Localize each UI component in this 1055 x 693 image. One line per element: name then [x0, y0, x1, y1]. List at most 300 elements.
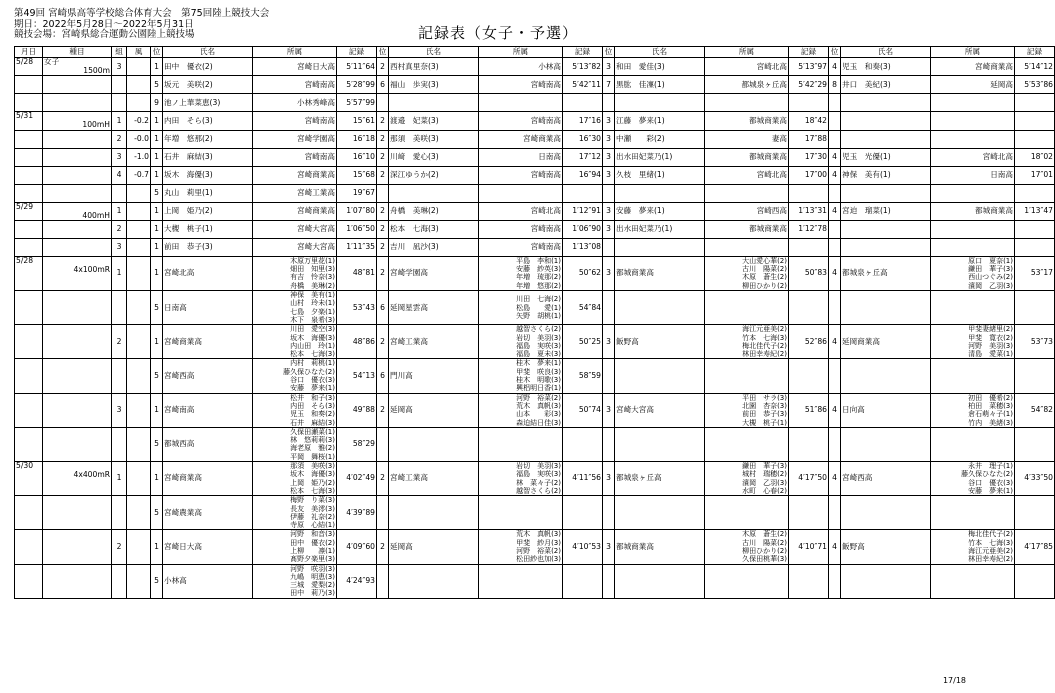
- team-members: [705, 256, 789, 290]
- place-cell: 3: [603, 220, 615, 238]
- member-name: 松島 愛(1): [516, 303, 561, 312]
- heat-cell: 3: [112, 148, 127, 166]
- place-cell: [377, 94, 389, 112]
- date-cell: [15, 94, 43, 112]
- member-name: 九嶋 明恵(3): [290, 572, 335, 581]
- event-name: [44, 428, 110, 437]
- place-cell: [829, 220, 841, 238]
- col-heat: 組: [112, 47, 127, 58]
- place-cell: 2: [377, 220, 389, 238]
- member-name: 舟橋 美琳(2): [290, 281, 335, 290]
- place-cell: [603, 184, 615, 202]
- place-cell: [377, 184, 389, 202]
- heat-cell: [112, 427, 127, 461]
- affiliation: 宮崎南高: [253, 148, 337, 166]
- relay-row: [15, 359, 1055, 393]
- member-name: 前田 恭子(3): [742, 410, 787, 419]
- record-cell: [789, 427, 829, 461]
- athlete-name: 舟橋 美琳(2): [389, 202, 479, 220]
- record-cell: 4′39″89: [337, 496, 377, 530]
- member-name: 海江元亜美(2): [742, 325, 787, 334]
- place-cell: 8: [829, 76, 841, 94]
- team-name: [841, 496, 931, 530]
- affiliation: [931, 112, 1015, 130]
- record-cell: [789, 94, 829, 112]
- member-name: 川田 七海(2): [516, 295, 561, 304]
- member-name: 木原万里花(1): [290, 256, 335, 265]
- date-cell: [15, 184, 43, 202]
- record-cell: 53″43: [337, 291, 377, 325]
- record-cell: 15″68: [337, 166, 377, 184]
- member-name: 福島 実咲(3): [516, 341, 561, 350]
- record-cell: 5′42″29: [789, 76, 829, 94]
- date-cell: [15, 359, 43, 393]
- record-cell: 51″86: [789, 393, 829, 427]
- table-row: [15, 202, 1055, 220]
- meet-venue: 競技会場：宮崎県総合運動公園陸上競技場: [14, 29, 195, 40]
- heat-cell: [112, 184, 127, 202]
- heat-cell: 2: [112, 130, 127, 148]
- member-name: 福島 実咲(3): [516, 470, 561, 479]
- event-cell: [43, 166, 112, 184]
- affiliation: 延岡高: [931, 76, 1015, 94]
- member-name: 福島 夏未(3): [516, 350, 561, 359]
- team-name: [615, 291, 705, 325]
- record-cell: 58″29: [337, 427, 377, 461]
- event-name: [44, 239, 110, 248]
- wind-cell: [127, 462, 151, 496]
- team-name: [615, 359, 705, 393]
- team-name: 都城商業高: [615, 530, 705, 564]
- event-name: [44, 394, 110, 403]
- member-name: 倉石萌々子(1): [968, 410, 1013, 419]
- date-cell: [15, 427, 43, 461]
- member-name: 大槻 桃子(1): [742, 418, 787, 427]
- team-members: [253, 359, 337, 393]
- member-name: 鎌田 華子(3): [742, 462, 787, 471]
- member-name: 永井 理子(1): [968, 462, 1013, 471]
- date-cell: [15, 530, 43, 564]
- affiliation: 宮崎日大高: [253, 58, 337, 76]
- place-cell: [829, 427, 841, 461]
- event-cell: [43, 94, 112, 112]
- team-name: 宮崎商業高: [163, 325, 253, 359]
- place-cell: 2: [377, 58, 389, 76]
- member-name: 内村 莉桃(1): [290, 359, 335, 368]
- team-name: [389, 427, 479, 461]
- meet-header: [14, 9, 269, 41]
- member-name: 甲斐 寛衣(2): [968, 333, 1013, 342]
- place-cell: 5: [151, 184, 163, 202]
- place-cell: 2: [377, 256, 389, 290]
- member-name: 平岡 舞桜(1): [290, 452, 335, 461]
- event-cell: [43, 325, 112, 359]
- record-cell: 19″67: [337, 184, 377, 202]
- place-cell: [377, 427, 389, 461]
- team-members: [479, 359, 563, 393]
- athlete-name: 和田 愛佳(3): [615, 58, 705, 76]
- athlete-name: 出水田妃菜乃(1): [615, 148, 705, 166]
- record-cell: 50″62: [563, 256, 603, 290]
- col-affil: 所属: [931, 47, 1015, 58]
- record-cell: [1015, 359, 1055, 393]
- record-cell: [789, 496, 829, 530]
- member-name: 平田 サラ(3): [742, 393, 787, 402]
- team-name: 延岡商業高: [841, 325, 931, 359]
- athlete-name: 池ノ上華菜恵(3): [163, 94, 253, 112]
- event-name: [44, 221, 110, 230]
- place-cell: [377, 564, 389, 598]
- heat-cell: 4: [112, 166, 127, 184]
- place-cell: 3: [603, 202, 615, 220]
- record-cell: [563, 496, 603, 530]
- place-cell: 2: [377, 530, 389, 564]
- affiliation: 宮崎工業高: [253, 184, 337, 202]
- record-cell: 5′53″86: [1015, 76, 1055, 94]
- table-row: [15, 130, 1055, 148]
- team-members: [479, 496, 563, 530]
- athlete-name: 深江ゆうか(2): [389, 166, 479, 184]
- event-name: [44, 94, 110, 103]
- member-name: 梅野 り菜(3): [290, 496, 335, 505]
- date-cell: [15, 166, 43, 184]
- athlete-name: [389, 94, 479, 112]
- heat-cell: [112, 94, 127, 112]
- event-name: [44, 185, 110, 194]
- wind-cell: [127, 496, 151, 530]
- affiliation: 都城泉ヶ丘高: [705, 76, 789, 94]
- member-name: 寺原 心結(1): [290, 521, 335, 530]
- member-name: 河野 美羽(3): [968, 341, 1013, 350]
- athlete-name: 安藤 夢来(1): [615, 202, 705, 220]
- team-members: [253, 325, 337, 359]
- affiliation: 都城商業高: [705, 220, 789, 238]
- meet-dates: 期日：2022年5月28日～2022年5月31日: [14, 18, 194, 30]
- event-name: [44, 530, 110, 539]
- member-name: 梅北佳代子(2): [968, 530, 1013, 539]
- member-name: 安藤 夢来(1): [290, 384, 335, 393]
- athlete-name: 那須 美咲(3): [389, 130, 479, 148]
- member-name: 大山愛心華(2): [742, 256, 787, 265]
- member-name: 平島 李和(1): [516, 256, 561, 265]
- table-row: [15, 58, 1055, 76]
- athlete-name: [841, 184, 931, 202]
- affiliation: 日南高: [931, 166, 1015, 184]
- event-name: 1500m: [83, 66, 110, 75]
- place-cell: 6: [377, 359, 389, 393]
- team-members: [253, 427, 337, 461]
- member-name: 鎌田 華子(3): [968, 265, 1013, 274]
- team-name: [841, 427, 931, 461]
- member-name: 年増 琉那(2): [516, 273, 561, 282]
- record-cell: [789, 564, 829, 598]
- team-members: [705, 427, 789, 461]
- member-name: 矢野 胡桃(1): [516, 311, 561, 320]
- affiliation: 宮崎大宮高: [253, 220, 337, 238]
- place-cell: [603, 427, 615, 461]
- record-cell: 4′10″53: [563, 530, 603, 564]
- place-cell: 1: [151, 325, 163, 359]
- heat-cell: 3: [112, 58, 127, 76]
- affiliation: 宮崎北高: [705, 166, 789, 184]
- member-name: 甲斐妻緒里(2): [968, 325, 1013, 334]
- record-cell: 16″30: [563, 130, 603, 148]
- affiliation: 宮崎南高: [479, 166, 563, 184]
- event-name: [44, 359, 110, 368]
- team-name: 宮崎日大高: [163, 530, 253, 564]
- relay-row: [15, 462, 1055, 496]
- athlete-name: 内田 そら(3): [163, 112, 253, 130]
- athlete-name: 神保 美有(1): [841, 166, 931, 184]
- member-name: 安藤 夢来(1): [968, 486, 1013, 495]
- record-cell: 54″84: [563, 291, 603, 325]
- record-cell: 4′17″85: [1015, 530, 1055, 564]
- team-members: [931, 530, 1015, 564]
- relay-row: [15, 393, 1055, 427]
- place-cell: 2: [377, 238, 389, 256]
- col-affil: 所属: [705, 47, 789, 58]
- place-cell: 1: [151, 148, 163, 166]
- col-record: 記録: [1015, 47, 1055, 58]
- athlete-name: 前田 恭子(3): [163, 238, 253, 256]
- place-cell: 1: [151, 58, 163, 76]
- date-cell: 5/31: [15, 112, 43, 130]
- athlete-name: [615, 184, 705, 202]
- affiliation: [931, 130, 1015, 148]
- place-cell: 9: [151, 94, 163, 112]
- affiliation: [479, 94, 563, 112]
- col-name: 氏名: [841, 47, 931, 58]
- team-members: [253, 291, 337, 325]
- affiliation: [931, 220, 1015, 238]
- place-cell: 6: [377, 291, 389, 325]
- team-name: 都城西高: [163, 427, 253, 461]
- record-cell: 16″10: [337, 148, 377, 166]
- athlete-name: 丸山 莉里(1): [163, 184, 253, 202]
- col-place: 位: [377, 47, 389, 58]
- affiliation: 日南高: [479, 148, 563, 166]
- col-place: 位: [603, 47, 615, 58]
- record-cell: [563, 184, 603, 202]
- record-cell: 1′12″78: [789, 220, 829, 238]
- member-name: 三城 愛梨(2): [290, 581, 335, 590]
- event-name: [44, 496, 110, 505]
- affiliation: 宮崎北高: [479, 202, 563, 220]
- place-cell: 1: [151, 220, 163, 238]
- table-row: [15, 76, 1055, 94]
- record-cell: 17″00: [789, 166, 829, 184]
- col-event: 種目: [43, 47, 112, 58]
- wind-cell: [127, 238, 151, 256]
- record-cell: 5′57″99: [337, 94, 377, 112]
- affiliation: 小林高: [479, 58, 563, 76]
- member-name: 甲斐 紗月(3): [516, 538, 561, 547]
- record-cell: 5′13″82: [563, 58, 603, 76]
- record-cell: 54″82: [1015, 393, 1055, 427]
- event-name: 400mH: [82, 210, 110, 220]
- event-name: [44, 325, 110, 334]
- athlete-name: 川﨑 愛心(3): [389, 148, 479, 166]
- member-name: 桂木 明歌(3): [516, 376, 561, 385]
- place-cell: 2: [377, 202, 389, 220]
- affiliation: 小林秀峰高: [253, 94, 337, 112]
- date-cell: [15, 325, 43, 359]
- member-name: 濱岡 乙羽(3): [742, 478, 787, 487]
- col-place: 位: [151, 47, 163, 58]
- col-affil: 所属: [253, 47, 337, 58]
- team-members: [931, 359, 1015, 393]
- team-name: 延岡高: [389, 393, 479, 427]
- col-place: 位: [829, 47, 841, 58]
- member-name: 西山つぐみ(2): [968, 273, 1013, 282]
- member-name: 清島 愛菜(1): [968, 350, 1013, 359]
- team-members: [705, 359, 789, 393]
- event-name: [44, 149, 110, 158]
- athlete-name: 年増 悠那(2): [163, 130, 253, 148]
- event-cell: [43, 184, 112, 202]
- team-name: 宮崎大宮高: [615, 393, 705, 427]
- affiliation: [931, 94, 1015, 112]
- record-cell: 5′28″99: [337, 76, 377, 94]
- team-members: [931, 427, 1015, 461]
- member-name: 内山田 玲(1): [290, 341, 335, 350]
- team-name: 飯野高: [615, 325, 705, 359]
- place-cell: [603, 291, 615, 325]
- affiliation: 宮崎大宮高: [253, 238, 337, 256]
- member-name: 髙野夕楽里(3): [290, 555, 335, 564]
- affiliation: 宮崎南高: [479, 112, 563, 130]
- place-cell: 1: [151, 130, 163, 148]
- team-name: [389, 496, 479, 530]
- table-row: [15, 166, 1055, 184]
- col-affil: 所属: [479, 47, 563, 58]
- record-cell: 1′07″80: [337, 202, 377, 220]
- date-cell: [15, 393, 43, 427]
- col-date: 月日: [15, 47, 43, 58]
- team-members: [705, 462, 789, 496]
- place-cell: [603, 564, 615, 598]
- col-name: 氏名: [389, 47, 479, 58]
- record-cell: [1015, 238, 1055, 256]
- record-cell: 1′13″08: [563, 238, 603, 256]
- col-name: 氏名: [615, 47, 705, 58]
- place-cell: 3: [603, 256, 615, 290]
- affiliation: [479, 184, 563, 202]
- affiliation: 宮崎南高: [479, 238, 563, 256]
- team-name: 宮崎西高: [163, 359, 253, 393]
- affiliation: [705, 238, 789, 256]
- event-cell: [43, 112, 112, 130]
- team-name: [389, 564, 479, 598]
- event-name: [44, 565, 110, 574]
- member-name: 梅北佳代子(2): [742, 341, 787, 350]
- place-cell: 4: [829, 148, 841, 166]
- member-name: 海江元亜美(2): [968, 546, 1013, 555]
- place-cell: 2: [377, 148, 389, 166]
- place-cell: 2: [377, 130, 389, 148]
- event-cell: [43, 256, 112, 290]
- athlete-name: 福山 歩実(3): [389, 76, 479, 94]
- member-name: 柳田ひかり(2): [742, 281, 787, 290]
- record-cell: 15″61: [337, 112, 377, 130]
- athlete-name: 井口 美紀(3): [841, 76, 931, 94]
- wind-cell: [127, 220, 151, 238]
- wind-cell: [127, 76, 151, 94]
- place-cell: [603, 359, 615, 393]
- record-cell: 49″88: [337, 393, 377, 427]
- affiliation: 宮崎南高: [479, 220, 563, 238]
- place-cell: 4: [829, 256, 841, 290]
- heat-cell: 2: [112, 530, 127, 564]
- team-name: 宮崎西高: [841, 462, 931, 496]
- wind-cell: [127, 291, 151, 325]
- affiliation: 都城商業高: [705, 148, 789, 166]
- heat-cell: 2: [112, 220, 127, 238]
- member-name: 七島 夕楽(1): [290, 307, 335, 316]
- place-cell: [603, 496, 615, 530]
- wind-cell: [127, 202, 151, 220]
- col-wind: 風: [127, 47, 151, 58]
- member-name: 上岡 姫乃(2): [290, 478, 335, 487]
- table-row: [15, 94, 1055, 112]
- place-cell: [829, 496, 841, 530]
- team-name: 延岡高: [389, 530, 479, 564]
- relay-row: [15, 256, 1055, 290]
- event-cell: [43, 291, 112, 325]
- team-name: 都城泉ヶ丘高: [841, 256, 931, 290]
- event-cell: [43, 462, 112, 496]
- event-cell: [43, 76, 112, 94]
- relay-row: [15, 427, 1055, 461]
- member-name: 坂木 海優(3): [290, 333, 335, 342]
- heat-cell: [112, 496, 127, 530]
- place-cell: 5: [151, 359, 163, 393]
- athlete-name: 江藤 夢来(1): [615, 112, 705, 130]
- meet-title: 第49回 宮崎県高等学校総合体育大会 第75回陸上競技大会: [14, 8, 270, 19]
- table-row: [15, 238, 1055, 256]
- wind-cell: -1.0: [127, 148, 151, 166]
- member-name: 柏田 菜穂(3): [968, 401, 1013, 410]
- record-cell: 5′11″64: [337, 58, 377, 76]
- member-name: 河野 咲羽(3): [290, 564, 335, 573]
- team-members: [479, 256, 563, 290]
- place-cell: 1: [151, 202, 163, 220]
- date-cell: [15, 238, 43, 256]
- date-cell: [15, 564, 43, 598]
- event-name: 4x400mR: [73, 470, 110, 480]
- member-name: 柳田ひかり(2): [742, 546, 787, 555]
- place-cell: 4: [829, 462, 841, 496]
- affiliation: [705, 184, 789, 202]
- member-name: 林 悠莉莉(3): [290, 436, 335, 445]
- wind-cell: [127, 184, 151, 202]
- member-name: 山村 玲未(1): [290, 299, 335, 308]
- wind-cell: [127, 359, 151, 393]
- athlete-name: [389, 184, 479, 202]
- member-name: 城村 瑞穂(2): [742, 470, 787, 479]
- wind-cell: [127, 530, 151, 564]
- athlete-name: 宮迫 瑠菜(1): [841, 202, 931, 220]
- record-cell: [1015, 291, 1055, 325]
- team-members: [931, 462, 1015, 496]
- event-cell: [43, 130, 112, 148]
- date-cell: [15, 130, 43, 148]
- member-name: 木原 蒼生(2): [742, 530, 787, 539]
- team-members: [931, 325, 1015, 359]
- member-name: 林田幸寿紀(2): [968, 555, 1013, 564]
- wind-cell: -0.2: [127, 112, 151, 130]
- place-cell: 1: [151, 238, 163, 256]
